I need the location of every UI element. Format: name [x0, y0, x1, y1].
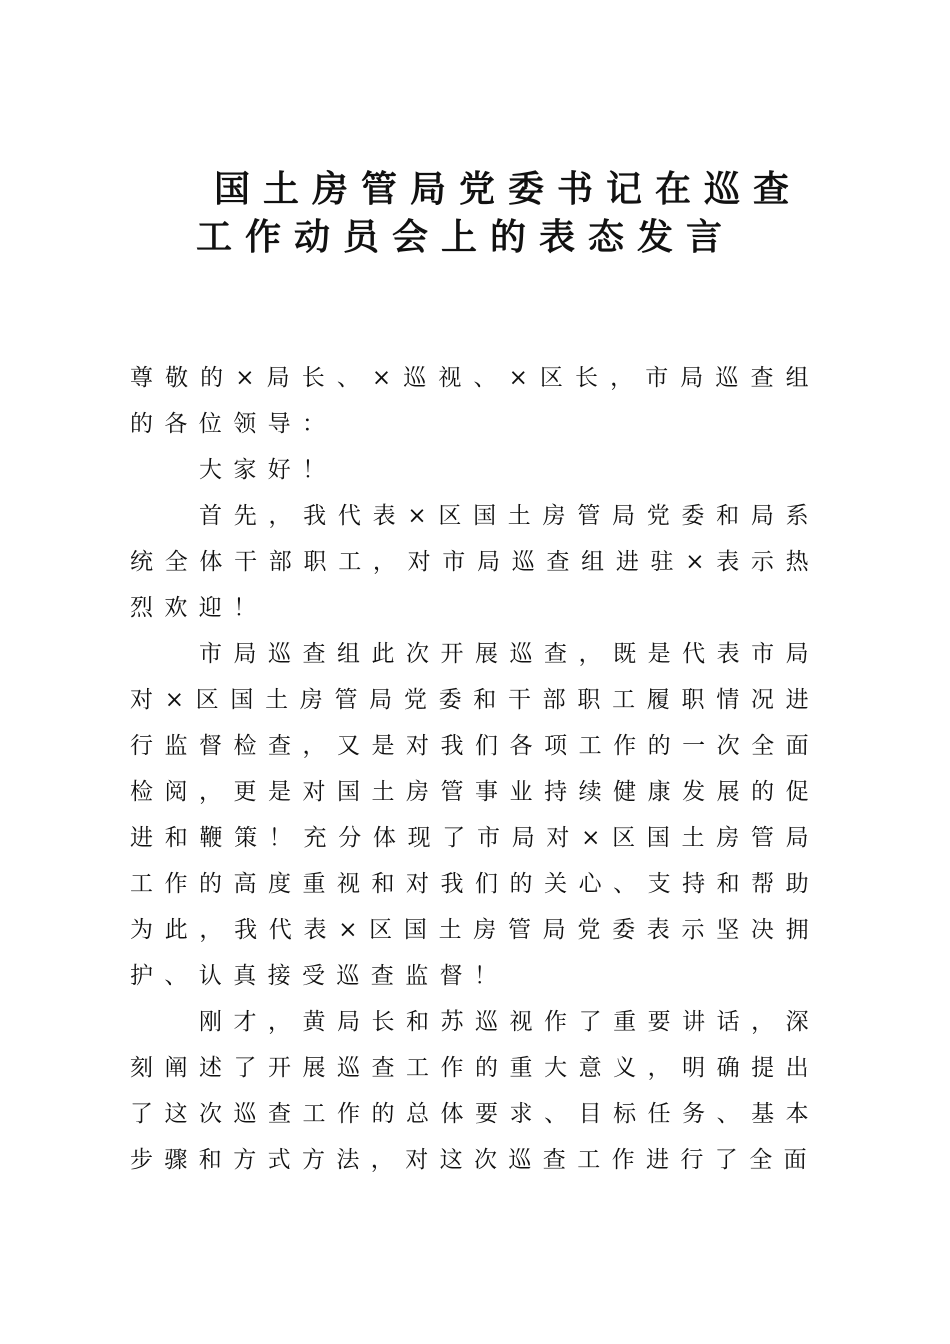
title-line-1: 国土房管局党委书记在巡查 [214, 168, 803, 210]
inspection-paragraph: 市局巡查组此次开展巡查，既是代表市局对×区国土房管局党委和干部职工履职情况进行监督检查，又是对我们各项工作的一次全面检阅，更是对国土房管事业持续健康发展的促进和鞭策！充分体现了市局对×区国土房管局工作的高度重视和对我们的关心、支持和帮助为此，我代表×区国土房管局党委表示坚决拥护、认真接受巡查监督！ [130, 641, 820, 989]
document-body [130, 355, 820, 1183]
salutation-paragraph: 尊敬的×局长、×巡视、×区长，市局巡查组的各位领导： [130, 365, 820, 437]
greeting-paragraph: 大家好！ [199, 457, 337, 483]
title-line-2: 工作动员会上的表态发言 [196, 216, 736, 258]
speech-paragraph: 刚才，黄局长和苏巡视作了重要讲话，深刻阐述了开展巡查工作的重大意义，明确提出了这次巡查工作的总体要求、目标任务、基本步骤和方式方法，对这次巡查工作进行了全面 [130, 1009, 820, 1173]
welcome-paragraph: 首先，我代表×区国土房管局党委和局系统全体干部职工，对市局巡查组进驻×表示热烈欢迎！ [130, 503, 820, 621]
